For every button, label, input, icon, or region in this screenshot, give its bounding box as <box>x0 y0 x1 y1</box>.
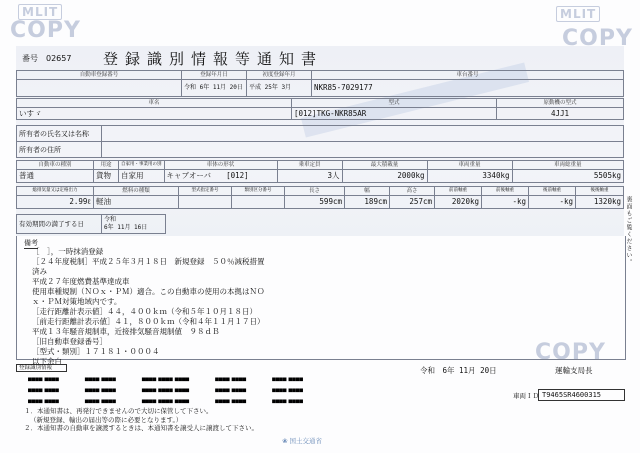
code-block: ■■■■ <box>84 387 100 394</box>
gross-weight-value: 5505kg <box>512 170 624 183</box>
remarks-line: 済み <box>32 267 47 276</box>
label-fuel: 燃料の種類 <box>94 187 179 196</box>
label-max-load: 最大積載量 <box>342 161 427 170</box>
engine-value: 4JJ1 <box>497 108 624 120</box>
watermark-mlit: MLIT <box>556 6 600 22</box>
document-number: 02657 <box>46 54 72 63</box>
body-value <box>164 170 277 183</box>
label-height: 高さ <box>390 187 435 196</box>
remarks-line: 以下余白 <box>32 357 62 366</box>
label-ff-axle: 前前軸重 <box>435 187 482 196</box>
code-block: ■■■■ <box>288 376 303 383</box>
expiry-era: 令和 <box>104 216 117 223</box>
code-block: ■■■■ <box>141 376 157 383</box>
label-fr-axle: 前後軸重 <box>482 187 529 196</box>
code-block: ■■■■ <box>44 398 59 405</box>
watermark-copy: COPY <box>10 18 81 43</box>
table-expiry <box>16 214 166 234</box>
expiry-label: 有効期間の満了する日 <box>17 215 102 234</box>
code-row <box>28 377 303 383</box>
vehicle-weight-value: 3340kg <box>427 170 512 183</box>
code-block: ■■■■ <box>141 398 157 405</box>
code-block: ■■■■ <box>272 398 287 405</box>
code-block: ■■■■ <box>44 387 59 394</box>
first-registration-value: 平成 25年 3月 <box>247 80 312 97</box>
length-value: 599cm <box>285 196 345 209</box>
code-block: ■■■■ <box>101 387 116 394</box>
private-value: 自家用 <box>119 170 165 183</box>
owner-name-value <box>102 126 624 142</box>
vehicle-id-label: 車両ＩＤ <box>513 392 539 400</box>
expiry-value <box>102 215 166 234</box>
type-designation-value <box>179 196 232 209</box>
table-owner <box>16 125 624 158</box>
code-block: ■■■■ <box>28 376 43 383</box>
registration-number-value <box>17 80 182 97</box>
expiry-date: 6年 11月 16日 <box>104 224 148 231</box>
code-block: ■■■■ <box>174 398 190 405</box>
code-block: ■■■■ <box>84 398 100 405</box>
code-block: ■■■■ <box>231 387 247 394</box>
code-block: ■■■■ <box>231 376 247 383</box>
label-displacement: 総排気量又は定格出力 <box>17 187 94 196</box>
label-vehicle-weight: 車両重量 <box>427 161 512 170</box>
rr-axle-value: 1320kg <box>576 196 624 209</box>
code-block: ■■■■ <box>84 376 100 383</box>
code-block: ■■■■ <box>158 376 173 383</box>
model-code: [012] <box>294 108 317 118</box>
remarks-line: ［前走行距離計表示値］４１，８００ｋｍ（令和４年１１月１７日） <box>32 317 265 326</box>
code-block: ■■■■ <box>288 387 303 394</box>
watermark-mlit: MLIT <box>18 4 62 20</box>
label-vehicle-type: 自動車の種別 <box>17 161 94 170</box>
ministry-seal <box>282 436 322 445</box>
code-block: ■■■■ <box>101 398 116 405</box>
label-rf-axle: 後前軸重 <box>529 187 576 196</box>
code-row <box>28 399 303 405</box>
registration-id-label: 登録識別情報 <box>16 364 67 372</box>
code-block: ■■■■ <box>174 387 190 394</box>
label-body-shape: 車体の形状 <box>164 161 277 170</box>
label-gross-weight: 車両総重量 <box>512 161 624 170</box>
body-shape: キャブオーバ <box>166 171 212 180</box>
remarks-line: ｘ・ＰＭ対策地域内です。 <box>32 297 122 306</box>
owner-address-value <box>102 142 624 158</box>
code-block: ■■■■ <box>215 376 230 383</box>
code-block: ■■■■ <box>231 398 247 405</box>
code-block: ■■■■ <box>288 398 303 405</box>
max-load-value: 2000kg <box>342 170 427 183</box>
remarks-line: ［型式・類別］１７１８１・０００４ <box>32 347 160 356</box>
page-title: 登録識別情報等通知書 <box>103 50 324 68</box>
label-use: 用途 <box>94 161 119 170</box>
number-label: 番号 02657 <box>22 54 72 63</box>
ff-axle-value: 2020kg <box>435 196 482 209</box>
model-name: TKG-NKR85AR <box>316 108 367 118</box>
remarks-line: ［ ］，一時抹消登録 <box>32 247 104 256</box>
issue-date: 令和 6年 11月 20日 <box>420 366 497 375</box>
registration-date-value: 令和 6年 11月 20日 <box>182 80 247 97</box>
width-value: 189cm <box>345 196 390 209</box>
code-block: ■■■■ <box>141 387 157 394</box>
rf-axle-value: -kg <box>529 196 576 209</box>
fr-axle-value: -kg <box>482 196 529 209</box>
side-notice: 裏面もご覧ください。 <box>625 196 632 266</box>
note-line: １．本通知書は、再発行できませんので大切に保管して下さい。 <box>24 407 213 415</box>
vehicle-type-value: 普通 <box>17 170 94 183</box>
code-block: ■■■■ <box>272 387 287 394</box>
label-category-number: 類別区分番号 <box>232 187 285 196</box>
category-number-value <box>232 196 285 209</box>
remarks-line: ［２４年度税制］平成２５年３月１８日 新規登録 ５０％減税措置 <box>32 257 265 266</box>
remarks-label: 備考 <box>24 239 38 247</box>
remarks-line: 平成１３年騒音規制車，近接排気騒音規制値 ９８ｄＢ <box>32 327 220 336</box>
table-dimensions <box>16 186 624 209</box>
vehicle-id-value: T9465SR4600315 <box>538 389 625 401</box>
chassis-number-value: NKR85-7029177 <box>312 80 624 97</box>
code-block: ■■■■ <box>174 376 190 383</box>
issuing-office: 運輸支局長 <box>555 366 593 375</box>
label-capacity: 乗車定員 <box>277 161 342 170</box>
label-maker: 車名 <box>17 99 292 108</box>
note-line: （新規登録、輸出の届出等の際に必要となります。） <box>30 415 183 424</box>
remarks-line: ［旧自動車登録番号］ <box>32 337 107 346</box>
remarks-line: 使用車種規制（ＮＯｘ・ＰＭ）適合。この自動車の使用の本拠はＮＯ <box>32 287 265 296</box>
displacement-value <box>17 196 94 209</box>
seal-text: 国土交通省 <box>289 437 323 445</box>
table-vehicle-model <box>16 98 624 120</box>
notes <box>24 407 258 433</box>
code-block: ■■■■ <box>101 376 116 383</box>
body-code: [012] <box>226 171 249 180</box>
note-line: ２．本通知書の自動車を譲渡するときは、本通知書を譲受人に譲渡して下さい。 <box>24 424 258 432</box>
code-block: ■■■■ <box>28 387 43 394</box>
code-block: ■■■■ <box>28 398 43 405</box>
label-registration-number: 自動車登録番号 <box>17 71 182 80</box>
watermark-copy: COPY <box>535 340 606 365</box>
fuel-value: 軽油 <box>94 196 179 209</box>
code-block: ■■■■ <box>215 387 230 394</box>
use-value: 貨物 <box>94 170 119 183</box>
label-length: 長さ <box>285 187 345 196</box>
label-chassis-number: 車台番号 <box>312 71 624 80</box>
label-type-designation: 型式指定番号 <box>179 187 232 196</box>
remarks-line: 平成２７年度燃費基準達成車 <box>32 277 130 286</box>
seal-icon: ❀ <box>282 437 288 445</box>
capacity-value: 3人 <box>277 170 342 183</box>
code-block: ■■■■ <box>272 376 287 383</box>
code-block: ■■■■ <box>215 398 230 405</box>
displacement-unit: ℓ <box>87 197 91 206</box>
label-model: 型式 <box>292 99 497 108</box>
code-row <box>28 388 303 394</box>
code-block: ■■■■ <box>158 398 173 405</box>
maker-value: いすゞ <box>17 108 292 120</box>
owner-name-label: 所有者の氏名又は名称 <box>17 126 102 142</box>
remarks-line: ［走行距離計表示値］４４，４００ｋｍ（令和５年１０月１８日） <box>32 307 257 316</box>
code-block: ■■■■ <box>158 387 173 394</box>
label-registration-date: 登録年月日 <box>182 71 247 80</box>
owner-address-label: 所有者の住所 <box>17 142 102 158</box>
watermark-copy: COPY <box>562 26 633 51</box>
label-first-registration: 初度登録年月 <box>247 71 312 80</box>
code-block: ■■■■ <box>44 376 59 383</box>
registration-code-grid <box>28 377 303 405</box>
remarks-text <box>32 247 265 367</box>
table-registration <box>16 70 624 97</box>
label-private-commercial: 自家用・事業用の別 <box>119 161 165 170</box>
displacement-number: 2.99 <box>69 197 88 206</box>
label-rr-axle: 後後軸重 <box>576 187 624 196</box>
label-engine: 原動機の型式 <box>497 99 624 108</box>
label-width: 幅 <box>345 187 390 196</box>
table-vehicle-class <box>16 160 624 183</box>
height-value: 257cm <box>390 196 435 209</box>
model-value <box>292 108 497 120</box>
